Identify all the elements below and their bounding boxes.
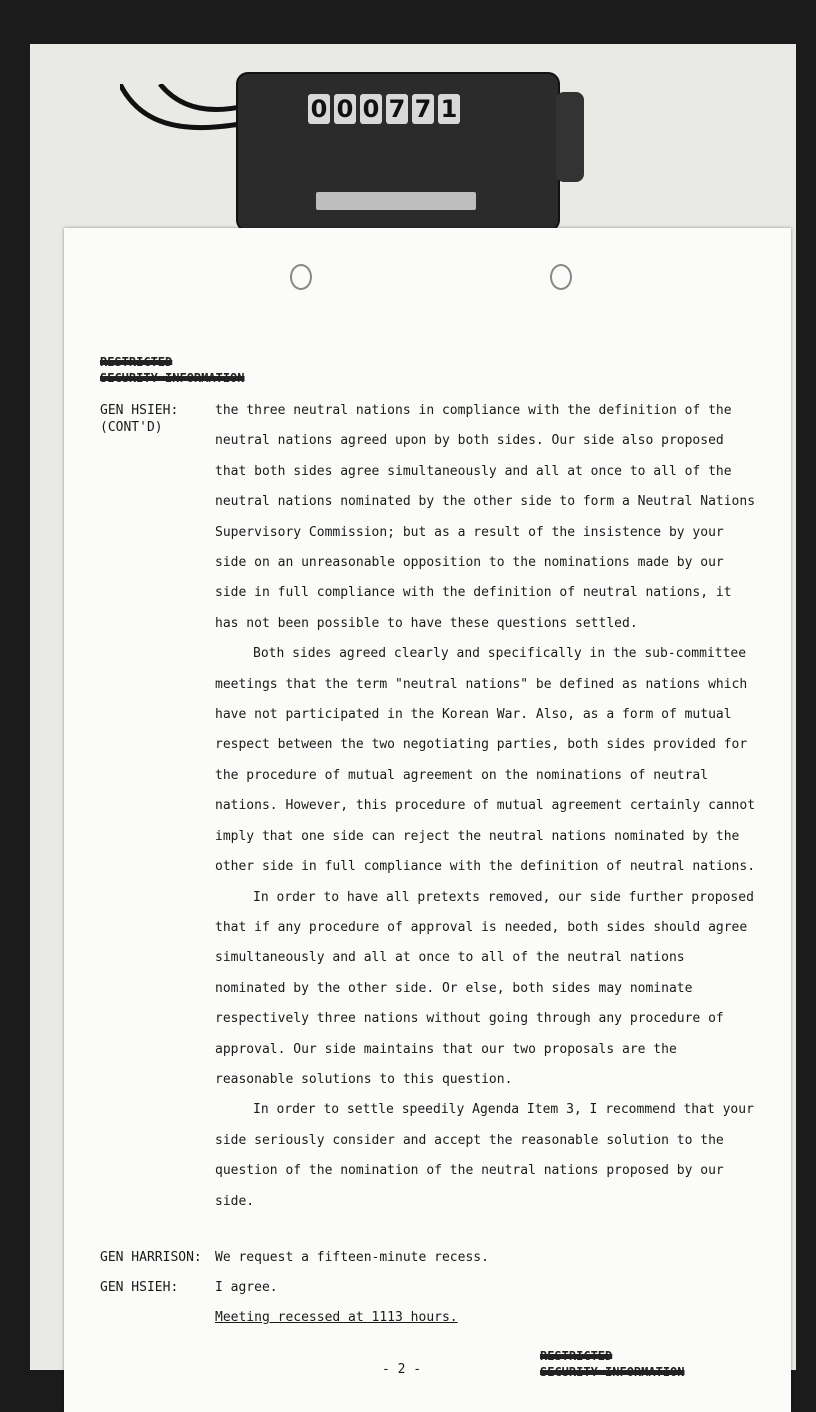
- punch-hole: [550, 264, 572, 290]
- paragraph: In order to settle speedily Agenda Item 3, I recommend that your side seriously consider and accept the reasonable solution to the question of the nomination of the neutral nations proposed by our side.: [215, 1102, 754, 1209]
- speaker-label: GEN HARRISON:: [100, 1250, 202, 1265]
- microfilm-mount: [30, 44, 796, 1379]
- counter-cable: [120, 84, 250, 144]
- classification-marking-bottom: RESTRICTED SECURITY INFORMATION: [540, 1349, 685, 1379]
- classification-marking-top: RESTRICTED SECURITY INFORMATION: [100, 355, 245, 385]
- closing-note: Meeting recessed at 1113 hours.: [215, 1310, 458, 1325]
- speaker-label: GEN HSIEH:: [100, 1280, 179, 1295]
- counter-digit: 0: [308, 94, 330, 124]
- counter-slot: [316, 192, 476, 210]
- counter-digits: [308, 94, 460, 124]
- counter-digit: 7: [386, 94, 408, 124]
- body-text: [215, 396, 760, 1217]
- document-page: [64, 228, 791, 1412]
- counter-digit: 7: [412, 94, 434, 124]
- paragraph: In order to have all pretexts removed, our side further proposed that if any procedure of approval is needed, both sides should agree simultaneously and all at once to all of the neutral nations nominated by the other side. Or else, both sides may nominate respectively three nations without going through any procedure of approval. Our side maintains that our two proposals are the reasonable solutions to this question.: [215, 889, 754, 1087]
- frame-counter: [238, 74, 558, 230]
- paragraph: the three neutral nations in compliance with the definition of the neutral nations agreed upon by both sides. Our side also proposed that both sides agree simultaneously and all at once to all of the neutral nations nominated by the other side to form a Neutral Nations Supervisory Commission; but as a result of the insistence by your side on an unreasonable opposition to the nominations made by our side in full compliance with the definition of neutral nations, it has not been possible to have these questions settled.: [215, 403, 756, 631]
- counter-knob: [556, 92, 584, 182]
- dialogue-line: We request a fifteen-minute recess.: [215, 1250, 489, 1265]
- counter-digit: 0: [334, 94, 356, 124]
- speaker-label: GEN HSIEH: (CONT'D): [100, 403, 179, 435]
- counter-digit: 0: [360, 94, 382, 124]
- dialogue-line: I agree.: [215, 1280, 278, 1295]
- paragraph: Both sides agreed clearly and specifically in the sub-committee meetings that the term "neutral nations" be defined as nations which have not participated in the Korean War. Also, as a form of mutual respect between the two negotiating parties, both sides provided for the procedure of mutual agreement on the nominations of neutral nations. However, this procedure of mutual agreement certainly cannot imply that one side can reject the neutral nations nominated by the other side in full compliance with the definition of neutral nations.: [215, 646, 756, 875]
- counter-digit: 1: [438, 94, 460, 124]
- punch-hole: [290, 264, 312, 290]
- page-number: - 2 -: [382, 1362, 422, 1377]
